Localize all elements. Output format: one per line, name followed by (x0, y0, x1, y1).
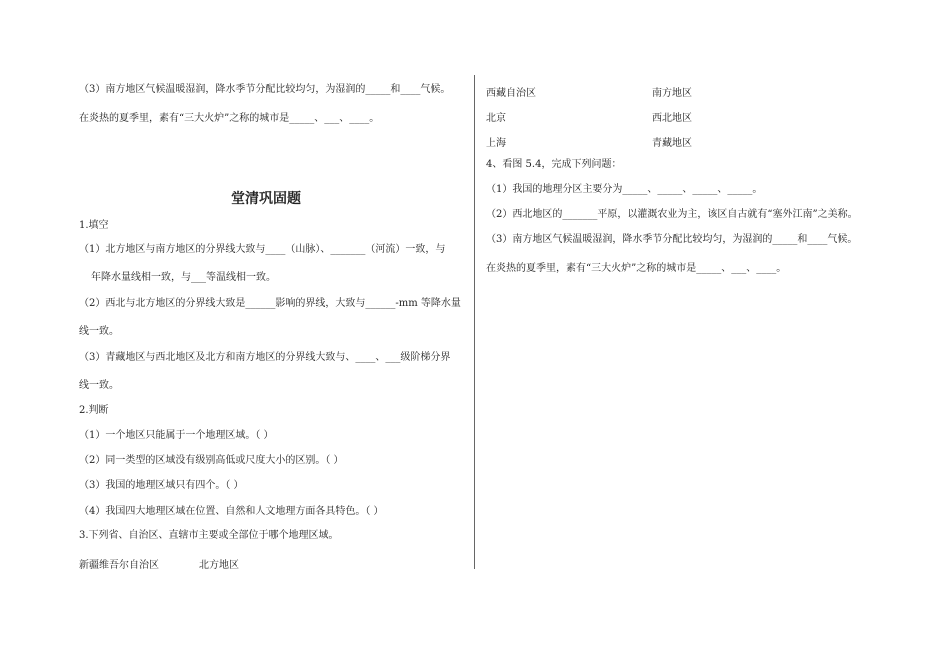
region-label: 青藏地区 (652, 138, 692, 149)
column-divider (474, 75, 475, 569)
furnace-cities-text: 在炎热的夏季里，素有“三大火炉”之称的城市是_____、___、____。 (486, 263, 787, 274)
province-label: 新疆维吾尔自治区 (79, 560, 159, 571)
fill-q2-line2: 线一致。 (79, 326, 119, 337)
q4-part1: （1）我国的地理分区主要分为_____、_____、_____、_____。 (486, 184, 763, 195)
fill-q1-line2: 年降水量线相一致，与___等温线相一致。 (91, 272, 276, 283)
region-question: 3.下列省、自治区、直辖市主要或全部位于哪个地理区域。 (79, 530, 339, 541)
region-label: 南方地区 (652, 88, 692, 99)
province-label: 西藏自治区 (486, 88, 536, 99)
judge-q4: （4）我国四大地理区域在位置、自然和人文地理方面各具特色。（ ） (79, 506, 384, 517)
region-pair (486, 109, 692, 124)
fill-q3-line2: 线一致。 (79, 380, 119, 391)
furnace-cities-text: 在炎热的夏季里，素有“三大火炉”之称的城市是_____、___、____。 (79, 113, 380, 124)
judge-heading: 2.判断 (79, 405, 109, 416)
fill-q1-line1: （1）北方地区与南方地区的分界线大致与____（山脉）、_______（河流）一致，与 (79, 244, 446, 255)
region-label: 西北地区 (652, 113, 692, 124)
province-label: 北京 (486, 113, 506, 124)
q4-part2: （2）西北地区的_______平原，以灌溉农业为主，该区自古就有“塞外江南”之美称。 (486, 209, 858, 220)
province-label: 上海 (486, 138, 506, 149)
judge-q2: （2）同一类型的区域没有级别高低或尺度大小的区别。（ ） (79, 455, 344, 466)
fill-q2-line1: （2）西北与北方地区的分界线大致是______影响的界线，大致与______-mm 等降水量 (79, 298, 461, 309)
region-pair (79, 556, 239, 571)
fill-q3-line1: （3）青藏地区与西北地区及北方和南方地区的分界线大致与、____、___级阶梯分界 (79, 352, 451, 363)
judge-q3: （3）我国的地理区域只有四个。（ ） (79, 480, 244, 491)
question-3-text: （3）南方地区气候温暖湿润，降水季节分配比较均匀，为湿润的_____和____气候。 (79, 84, 451, 95)
q4-part3: （3）南方地区气候温暖湿润，降水季节分配比较均匀，为湿润的_____和____气候。 (486, 234, 858, 245)
region-label: 北方地区 (199, 560, 239, 571)
region-pair (486, 134, 692, 149)
region-pair (486, 84, 692, 99)
section-title: 堂清巩固题 (231, 191, 301, 207)
question-4-heading: 4、看图 5.4，完成下列问题： (486, 159, 622, 170)
fill-blank-heading: 1.填空 (79, 220, 109, 231)
judge-q1: （1）一个地区只能属于一个地理区域。（ ） (79, 430, 274, 441)
